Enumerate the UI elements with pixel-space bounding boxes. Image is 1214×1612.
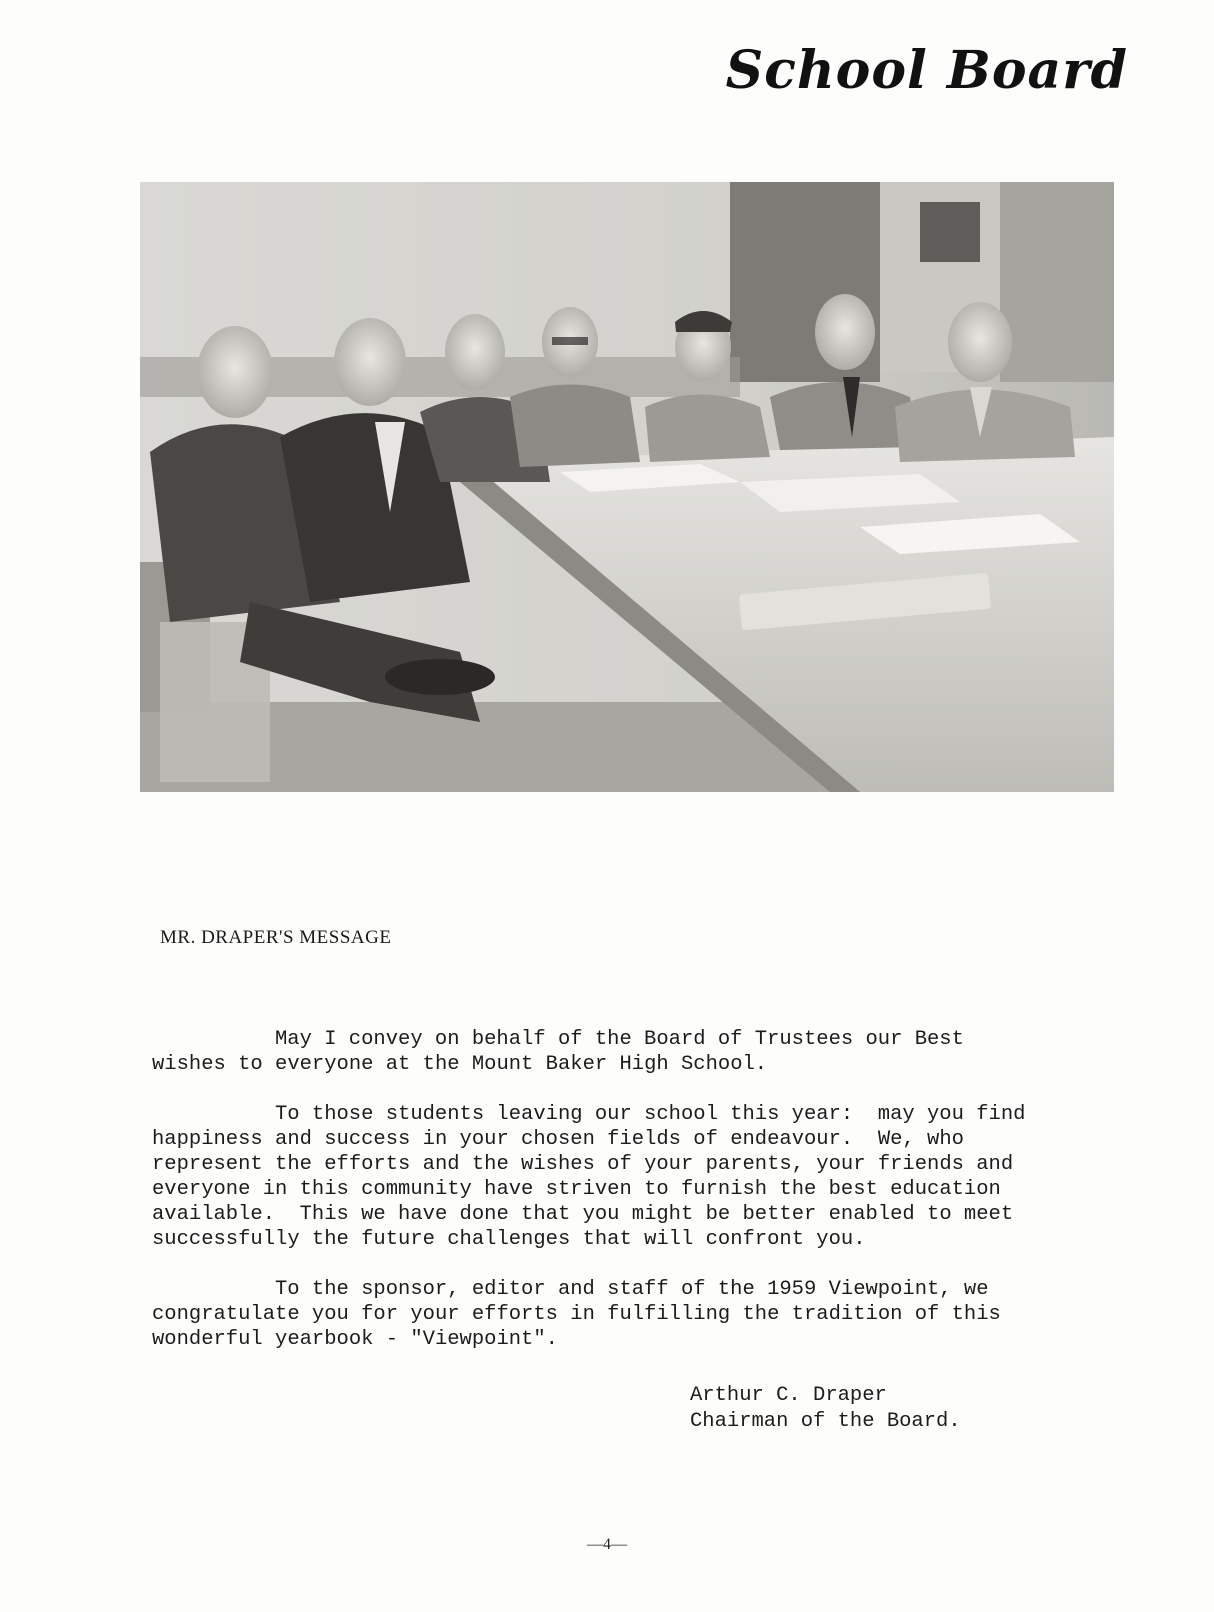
signature-title: Chairman of the Board. bbox=[690, 1410, 961, 1433]
message-paragraph-3: To the sponsor, editor and staff of the 1959 Viewpoint, we congratulate you for your efforts in fulfilling the tradition of this wonderful yearbook - "Viewpoint". bbox=[152, 1278, 1001, 1351]
message-paragraph-2: To those students leaving our school this year: may you find happiness and success in your chosen fields of endeavour. We, who represent the efforts and the wishes of your parents, your friends and everyone in this community have striven to furnish the best education available. This we have done that you might be better enabled to meet successfully the future challenges that will confront you. bbox=[152, 1103, 1026, 1251]
message-heading: MR. DRAPER'S MESSAGE bbox=[160, 927, 392, 948]
signature-block bbox=[690, 1383, 961, 1435]
message-body bbox=[152, 1027, 1092, 1377]
page-number: —4— bbox=[587, 1536, 627, 1553]
board-members-photo bbox=[140, 182, 1114, 792]
message-paragraph-1: May I convey on behalf of the Board of Trustees our Best wishes to everyone at the Mount Baker High School. bbox=[152, 1028, 964, 1076]
page-title: School Board bbox=[725, 40, 1128, 101]
signature-name: Arthur C. Draper bbox=[690, 1384, 887, 1407]
